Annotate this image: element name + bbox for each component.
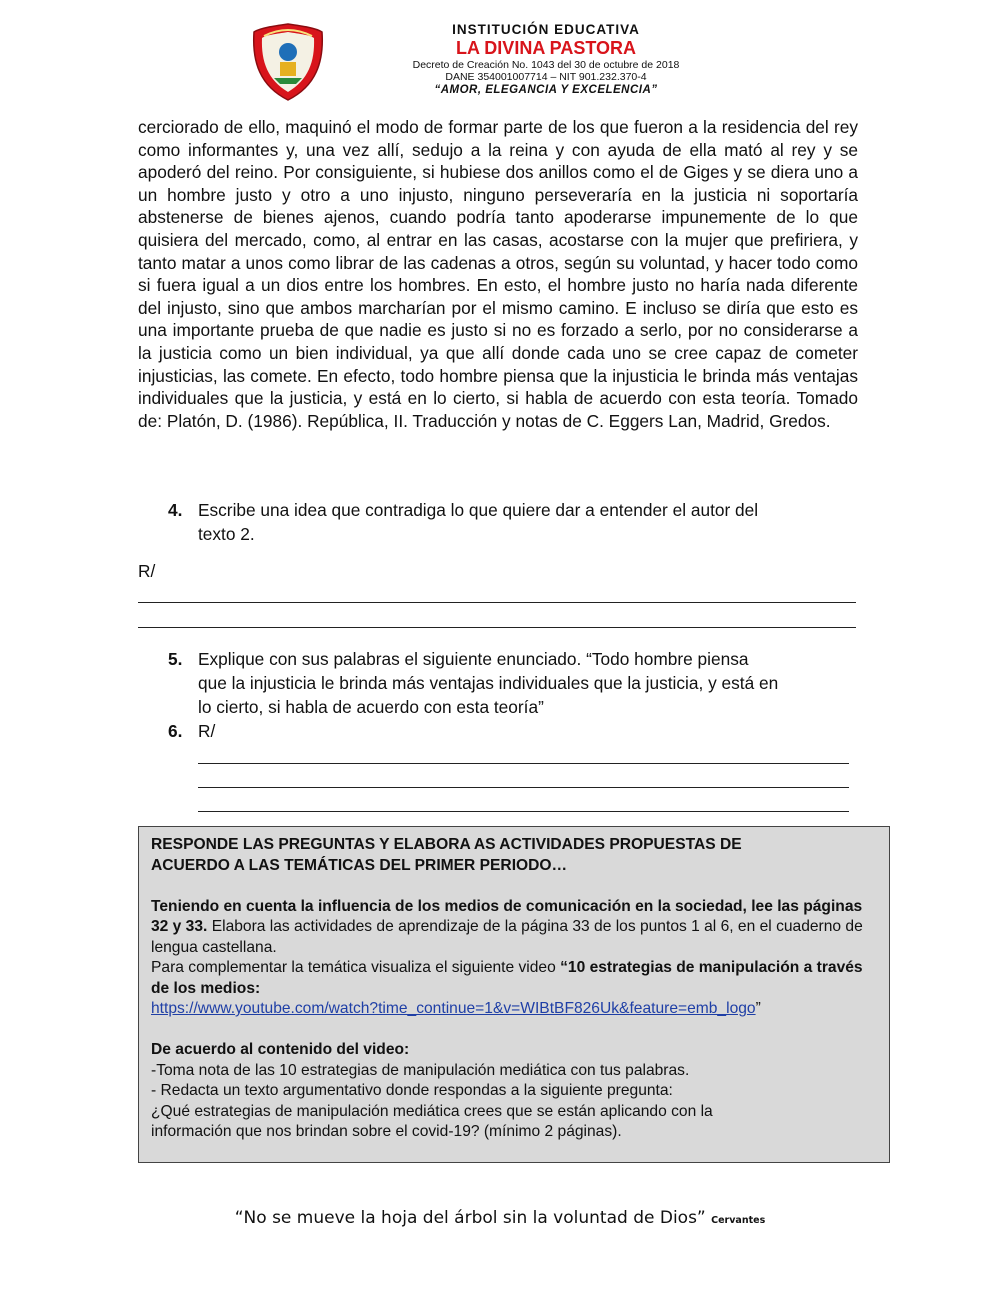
reading-paragraph: cerciorado de ello, maquinó el modo de formar parte de los que fueron a la residencia del rey como informantes y, una vez allí, sedujo a la reina y con ayuda de ella mató al rey y se apoderó del reino. Por consiguiente, si hubiese dos anillos como el de Giges y se diera uno a un hombre justo y otro a uno injusto, ninguno perseveraría en la justicia ni soportaría abstenerse de bienes ajenos, cuando podría tanto apoderarse impunemente de lo que quisiera del mercado, como, al entrar en las casas, acostarse con la mujer que prefiriera, y tanto matar a unos como librar de las cadenas a otros, según su voluntad, y hacer todo como si fuera igual a un dios entre los hombres. En esto, el hombre justo no haría nada diferente del injusto, sino que ambos marcharían por el mismo camino. E incluso se diría que esto es una importante prueba de que nadie es justo si no es forzado a serlo, por no considerarse a la justicia como un bien individual, ya que allí donde cada uno se cree capaz de cometer injusticias, las comete. En efecto, todo hombre piensa que la injusticia le brinda más ventajas individuales que la justicia, y está en lo cierto, si habla de acuerdo con esta teoría. Tomado de: Platón, D. (1986). República, II. Traducción y notas de C. Eggers Lan, Madrid, Gredos.: [138, 117, 858, 431]
question-5: [168, 647, 868, 721]
institution-info: [376, 22, 716, 97]
video-title: “10 estrategias de manipulación a través de los medios:: [151, 959, 863, 997]
footer-quote: [0, 1208, 1000, 1228]
institution-name: LA DIVINA PASTORA: [455, 38, 636, 58]
institution-label: INSTITUCIÓN EDUCATIVA: [452, 22, 640, 37]
item-6-label: R/: [198, 721, 216, 741]
box-title-line-1: RESPONDE LAS PREGUNTAS Y ELABORA AS ACTIVIDADES PROPUESTAS DE: [151, 836, 742, 853]
school-shield-logo-icon: [250, 22, 326, 102]
answer-6-line-3[interactable]: [198, 811, 849, 812]
dane-nit-text: DANE 354001007714 – NIT 901.232.370-4: [445, 71, 647, 83]
answer-4-line-2[interactable]: [138, 627, 856, 628]
question-4: [168, 498, 868, 548]
video-link-line: [151, 999, 877, 1020]
box-intro: [151, 897, 877, 959]
task-2: - Redacta un texto argumentativo donde respondas a la siguiente pregunta:: [151, 1082, 673, 1099]
decree-text: Decreto de Creación No. 1043 del 30 de octubre de 2018: [412, 59, 680, 71]
box-title-line-2: ACUERDO A LAS TEMÁTICAS DEL PRIMER PERIODO…: [151, 856, 568, 874]
question-4-line-2: texto 2.: [198, 524, 255, 544]
question-4-line-1: Escribe una idea que contradiga lo que quiere dar a entender el autor del: [198, 500, 759, 520]
quote-text: “No se mueve la hoja del árbol sin la voluntad de Dios”: [234, 1208, 706, 1228]
question-5-line-2: que la injusticia le brinda más ventajas individuales que la justicia, y está en: [198, 673, 779, 693]
question-5-number: 5.: [168, 649, 183, 669]
page-header: [0, 0, 1000, 110]
quote-author: Cervantes: [711, 1215, 766, 1226]
answer-6-line-2[interactable]: [198, 787, 849, 788]
answer-6-line-1[interactable]: [198, 763, 849, 764]
activities-box: [138, 826, 890, 1163]
question-5-line-1: Explique con sus palabras el siguiente enunciado. “Todo hombre piensa: [198, 649, 749, 669]
video-paragraph: [151, 958, 877, 999]
question-line-1: ¿Qué estrategias de manipulación mediática crees que se están aplicando con la: [151, 1102, 713, 1120]
answer-4-label: R/: [138, 561, 156, 581]
item-6: [168, 719, 868, 743]
video-link[interactable]: https://www.youtube.com/watch?time_continue=1&v=WIBtBF826Uk&feature=emb_logo: [151, 1000, 756, 1017]
question-4-number: 4.: [168, 500, 183, 520]
task-1: -Toma nota de las 10 estrategias de manipulación mediática con tus palabras.: [151, 1061, 690, 1079]
video-intro: Para complementar la temática visualiza el siguiente video: [151, 959, 561, 976]
question-5-line-3: lo cierto, si habla de acuerdo con esta teoría”: [198, 697, 544, 717]
section-title: De acuerdo al contenido del video:: [151, 1041, 410, 1058]
box-intro-bold: Teniendo en cuenta la influencia de los medios de comunicación en la sociedad, lee las páginas 32 y 33.: [151, 897, 863, 935]
box-intro-rest: Elabora las actividades de aprendizaje de la página 33 de los puntos 1 al 6, en el cuaderno de lengua castellana.: [151, 918, 863, 956]
item-6-number: 6.: [168, 721, 183, 741]
institution-motto: “AMOR, ELEGANCIA Y EXCELENCIA”: [434, 84, 658, 96]
answer-4-line-1[interactable]: [138, 602, 856, 603]
video-link-end: ”: [755, 1000, 761, 1017]
question-line-2: información que nos brindan sobre el covid-19? (mínimo 2 páginas).: [151, 1123, 622, 1140]
